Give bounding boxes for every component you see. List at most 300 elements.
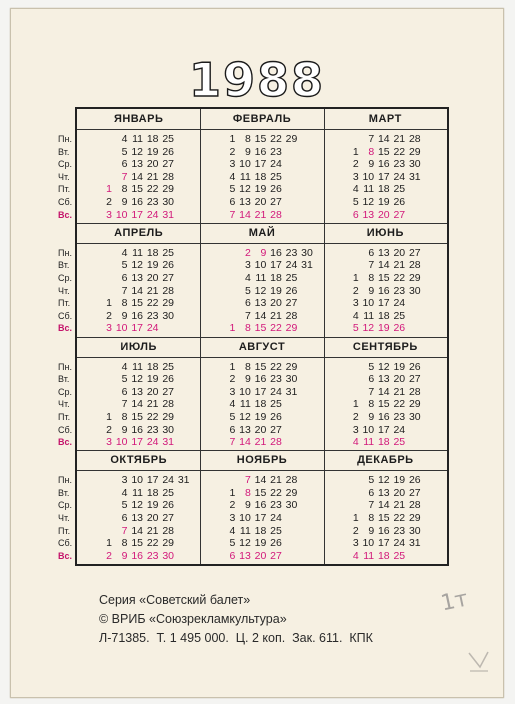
date-cell: 27 — [408, 246, 421, 259]
date-cell-holiday: 7 — [244, 474, 251, 487]
date-cell: 28 — [285, 474, 298, 487]
date-cell: 5 — [121, 373, 128, 386]
date-cell: 1 — [352, 145, 359, 158]
date-cell: 24 — [285, 259, 298, 272]
weekday-row — [200, 411, 323, 424]
date-cell: 4 — [352, 183, 359, 196]
date-cell: 17 — [377, 170, 390, 183]
date-cell: 9 — [121, 309, 128, 322]
date-cell: 25 — [162, 360, 174, 373]
year-title: 1988 — [188, 53, 326, 107]
date-cell: 22 — [270, 486, 282, 499]
date-cell: 13 — [377, 486, 390, 499]
date-cell: 9 — [244, 145, 251, 158]
date-cell: 6 — [121, 385, 128, 398]
date-cell-holiday: 7 — [229, 208, 236, 221]
date-cell: 9 — [368, 524, 375, 537]
weekday-row — [58, 145, 200, 159]
date-cell: 12 — [131, 373, 143, 386]
date-cell-holiday: 25 — [393, 549, 406, 562]
weekday-label: Пт. — [58, 184, 71, 195]
weekday-row — [58, 385, 200, 399]
date-cell-holiday: 17 — [131, 322, 143, 335]
date-cell-holiday: 5 — [352, 322, 359, 335]
date-cell: 23 — [393, 410, 406, 423]
date-cell: 23 — [146, 309, 159, 322]
date-cell-holiday: 7 — [121, 170, 128, 183]
date-cell: 13 — [377, 246, 390, 259]
date-cell: 1 — [106, 410, 112, 423]
date-cell: 25 — [285, 271, 298, 284]
date-cell: 12 — [377, 360, 390, 373]
date-cell: 19 — [146, 499, 159, 512]
date-cell: 11 — [239, 398, 251, 411]
date-cell: 12 — [239, 537, 251, 550]
date-cell: 1 — [352, 398, 359, 411]
date-cell: 29 — [162, 183, 174, 196]
date-cell: 29 — [408, 145, 421, 158]
date-cell-holiday: 24 — [146, 208, 159, 221]
date-cell-holiday: 24 — [146, 322, 159, 335]
weekday-row — [200, 146, 323, 159]
date-cell: 10 — [254, 259, 267, 272]
calendar-card — [10, 8, 504, 698]
date-cell: 14 — [377, 259, 390, 272]
date-cell: 21 — [270, 309, 282, 322]
date-cell: 26 — [162, 373, 174, 386]
date-cell: 10 — [239, 158, 251, 171]
date-cell: 13 — [131, 158, 143, 171]
weekday-row — [58, 436, 200, 449]
date-cell: 26 — [270, 410, 282, 423]
weekday-row — [58, 309, 200, 323]
weekday-label: Пт. — [58, 298, 71, 309]
date-cell: 25 — [162, 133, 174, 145]
date-cell: 26 — [285, 284, 298, 297]
date-cell: 20 — [254, 196, 267, 208]
date-cell: 15 — [131, 537, 143, 550]
date-cell: 28 — [408, 499, 421, 512]
date-cell: 21 — [146, 524, 159, 537]
weekday-row — [200, 398, 323, 411]
date-cell: 6 — [121, 158, 128, 171]
weekday-row — [200, 247, 323, 260]
weekday-row — [58, 486, 200, 500]
date-cell: 1 — [229, 360, 236, 373]
month-block — [58, 223, 200, 337]
date-cell: 15 — [131, 183, 143, 196]
date-cell: 26 — [162, 499, 174, 512]
date-cell: 6 — [368, 373, 375, 386]
date-cell: 18 — [146, 246, 159, 259]
weekday-row — [324, 512, 447, 525]
weekday-label: Сб. — [58, 424, 73, 435]
date-cell: 20 — [146, 512, 159, 525]
date-cell: 17 — [270, 259, 282, 272]
date-cell: 27 — [408, 373, 421, 386]
weekday-row — [200, 373, 323, 386]
date-cell: 24 — [393, 297, 406, 310]
date-cell: 21 — [393, 133, 406, 145]
weekday-row — [200, 424, 323, 437]
date-cell-holiday: 9 — [260, 246, 267, 259]
weekday-label: Ср. — [58, 272, 73, 283]
date-cell: 11 — [132, 246, 143, 259]
weekday-row — [58, 133, 200, 146]
weekday-label: Ср. — [58, 159, 73, 170]
weekday-row — [324, 373, 447, 386]
date-cell: 16 — [131, 423, 143, 436]
date-cell: 15 — [254, 360, 267, 373]
weekday-row — [58, 246, 200, 260]
month-block — [58, 109, 200, 223]
date-cell: 29 — [162, 297, 174, 310]
date-cell: 21 — [270, 474, 282, 487]
date-cell: 15 — [377, 271, 390, 284]
date-cell: 28 — [162, 524, 174, 537]
weekday-row — [324, 133, 447, 146]
date-cell: 13 — [131, 271, 143, 284]
date-cell: 14 — [254, 474, 267, 487]
date-cell: 20 — [393, 246, 406, 259]
weekday-row — [324, 499, 447, 512]
date-cell: 29 — [162, 410, 174, 423]
date-cell: 30 — [162, 309, 174, 322]
weekday-label: Сб. — [58, 538, 73, 549]
weekday-label: Вс. — [58, 209, 73, 220]
date-cell: 4 — [229, 398, 236, 411]
weekday-row — [200, 550, 323, 563]
weekday-label: Пт. — [58, 411, 71, 422]
date-cell: 16 — [377, 410, 390, 423]
date-cell: 29 — [408, 271, 421, 284]
date-cell: 25 — [270, 524, 282, 537]
date-cell: 24 — [162, 474, 174, 487]
weekday-row — [200, 171, 323, 184]
date-cell-holiday: 3 — [106, 322, 112, 335]
date-cell: 5 — [229, 410, 236, 423]
weekday-row — [324, 411, 447, 424]
weekday-label: Пн. — [58, 247, 72, 258]
date-cell: 13 — [131, 512, 143, 525]
date-cell: 27 — [162, 271, 174, 284]
date-cell-holiday: 15 — [254, 322, 267, 335]
date-cell: 22 — [393, 145, 406, 158]
date-cell: 21 — [393, 259, 406, 272]
date-cell: 10 — [239, 385, 251, 398]
weekday-row — [200, 183, 323, 196]
date-cell: 9 — [368, 284, 375, 297]
date-cell: 1 — [106, 297, 112, 310]
date-cell: 20 — [393, 486, 406, 499]
date-cell: 11 — [363, 183, 375, 196]
weekday-row — [200, 310, 323, 323]
date-cell-holiday: 22 — [270, 322, 282, 335]
date-cell: 25 — [393, 309, 406, 322]
date-cell: 5 — [244, 284, 251, 297]
date-cell: 8 — [121, 297, 128, 310]
weekday-row — [200, 285, 323, 298]
date-cell: 17 — [254, 158, 267, 171]
date-cell: 11 — [132, 486, 143, 499]
month-name: ЯНВАРЬ — [113, 113, 164, 125]
month-block — [324, 109, 447, 223]
date-cell: 18 — [254, 398, 267, 411]
weekday-row — [58, 322, 200, 335]
date-cell: 1 — [229, 486, 236, 499]
date-cell-holiday: 31 — [162, 436, 174, 449]
date-cell: 19 — [146, 259, 159, 272]
date-cell-holiday: 21 — [254, 208, 267, 221]
date-cell: 8 — [121, 537, 128, 550]
date-cell: 1 — [352, 271, 359, 284]
date-cell: 15 — [377, 398, 390, 411]
date-cell: 5 — [229, 537, 236, 550]
weekday-row — [324, 259, 447, 272]
month-block — [200, 109, 323, 223]
date-cell: 19 — [254, 183, 267, 196]
date-cell: 22 — [146, 410, 159, 423]
date-cell: 7 — [368, 385, 375, 398]
date-cell: 27 — [162, 385, 174, 398]
weekday-row — [58, 170, 200, 184]
date-cell: 17 — [254, 512, 267, 525]
weekday-label: Пн. — [58, 134, 72, 144]
date-cell-holiday: 30 — [162, 549, 174, 562]
date-cell: 11 — [132, 133, 143, 145]
month-block — [200, 337, 323, 451]
weekday-row — [324, 487, 447, 500]
date-cell: 12 — [377, 474, 390, 487]
date-cell-holiday: 18 — [377, 549, 390, 562]
date-cell: 2 — [106, 196, 112, 208]
date-cell: 31 — [285, 385, 298, 398]
weekday-row — [324, 310, 447, 323]
month-name: МАЙ — [248, 226, 276, 239]
date-cell: 23 — [393, 524, 406, 537]
month-block — [58, 337, 200, 451]
date-cell: 12 — [254, 284, 267, 297]
date-cell: 27 — [270, 196, 282, 208]
date-cell: 28 — [162, 398, 174, 411]
date-cell: 15 — [131, 410, 143, 423]
weekday-row — [324, 550, 447, 563]
date-cell: 14 — [131, 398, 143, 411]
month-header-rule — [200, 129, 323, 130]
date-cell: 11 — [239, 170, 251, 183]
date-cell: 19 — [254, 410, 267, 423]
month-block — [324, 337, 447, 451]
date-cell: 9 — [368, 158, 375, 171]
date-cell: 18 — [146, 486, 159, 499]
date-cell: 22 — [393, 512, 406, 525]
date-cell: 30 — [285, 373, 298, 386]
date-cell-holiday: 8 — [244, 486, 251, 499]
date-cell: 30 — [408, 524, 421, 537]
date-cell-holiday: 28 — [270, 208, 282, 221]
date-cell: 3 — [229, 512, 236, 525]
date-cell: 13 — [377, 373, 390, 386]
month-header-rule — [77, 357, 200, 358]
date-cell: 29 — [285, 360, 298, 373]
month-header-rule — [200, 243, 323, 244]
date-cell-holiday: 11 — [363, 549, 375, 562]
date-cell-holiday: 4 — [352, 549, 359, 562]
date-cell: 21 — [393, 499, 406, 512]
month-header-rule — [324, 243, 447, 244]
date-cell: 7 — [121, 398, 128, 411]
date-cell: 30 — [408, 284, 421, 297]
date-cell: 18 — [377, 183, 390, 196]
date-cell-holiday: 29 — [285, 322, 298, 335]
month-name: ИЮЛЬ — [120, 340, 157, 353]
date-cell: 25 — [270, 170, 282, 183]
weekday-row — [324, 386, 447, 399]
date-cell: 13 — [239, 423, 251, 436]
date-cell-holiday: 9 — [121, 549, 128, 562]
date-cell-holiday: 17 — [131, 436, 143, 449]
date-cell: 13 — [131, 385, 143, 398]
date-cell-holiday: 26 — [393, 322, 406, 335]
weekday-row — [324, 474, 447, 487]
date-cell: 20 — [146, 385, 159, 398]
date-cell: 6 — [229, 196, 236, 208]
date-cell: 2 — [106, 309, 112, 322]
month-name: СЕНТЯБРЬ — [352, 340, 418, 353]
weekday-label: Чт. — [58, 285, 70, 296]
date-cell-holiday: 20 — [377, 208, 390, 221]
weekday-row — [324, 424, 447, 437]
weekday-row — [324, 209, 447, 222]
weekday-label: Вс. — [58, 437, 73, 448]
date-cell: 30 — [301, 246, 313, 259]
date-cell: 4 — [229, 170, 236, 183]
date-cell: 5 — [368, 474, 375, 487]
weekday-label: Вт. — [58, 374, 70, 385]
month-block — [324, 223, 447, 337]
weekday-row — [324, 171, 447, 184]
date-cell: 30 — [285, 499, 298, 512]
month-name: МАРТ — [368, 113, 402, 125]
date-cell-holiday: 10 — [115, 322, 128, 335]
date-cell: 9 — [121, 196, 128, 208]
date-cell: 5 — [121, 499, 128, 512]
date-cell-holiday: 8 — [368, 145, 375, 158]
date-cell-holiday: 13 — [362, 208, 375, 221]
date-cell: 22 — [393, 398, 406, 411]
weekday-label: Сб. — [58, 197, 73, 207]
date-cell: 8 — [244, 133, 251, 145]
date-cell: 1 — [106, 537, 112, 550]
weekday-row — [324, 247, 447, 260]
calendar-grid — [58, 107, 449, 566]
weekday-label: Чт. — [58, 399, 70, 410]
date-cell: 5 — [121, 145, 128, 158]
date-cell: 10 — [362, 297, 375, 310]
weekday-row — [324, 272, 447, 285]
date-cell: 9 — [244, 373, 251, 386]
date-cell-holiday: 18 — [377, 436, 390, 449]
date-cell: 4 — [352, 309, 359, 322]
date-cell-holiday: 1 — [229, 322, 236, 335]
date-cell: 3 — [121, 474, 128, 487]
date-cell: 26 — [270, 183, 282, 196]
date-cell-holiday: 24 — [146, 436, 159, 449]
date-cell: 26 — [408, 360, 421, 373]
date-cell: 15 — [377, 512, 390, 525]
date-cell-holiday: 19 — [377, 322, 390, 335]
weekday-row — [324, 398, 447, 411]
imprint-series: Серия «Советский балет» — [99, 593, 251, 607]
date-cell: 6 — [121, 271, 128, 284]
date-cell: 18 — [377, 309, 390, 322]
date-cell: 23 — [146, 196, 159, 208]
weekday-row — [200, 499, 323, 512]
weekday-label: Пт. — [58, 525, 71, 536]
weekday-row — [324, 297, 447, 310]
date-cell: 22 — [146, 297, 159, 310]
weekday-row — [324, 537, 447, 550]
date-cell: 5 — [229, 183, 236, 196]
date-cell: 29 — [408, 512, 421, 525]
date-cell: 18 — [270, 271, 282, 284]
date-cell: 28 — [408, 385, 421, 398]
date-cell-holiday: 27 — [270, 549, 282, 562]
weekday-row — [200, 297, 323, 310]
month-block — [324, 450, 447, 564]
date-cell: 27 — [285, 297, 298, 310]
date-cell: 22 — [270, 133, 282, 145]
date-cell: 16 — [377, 284, 390, 297]
date-cell: 25 — [162, 246, 174, 259]
weekday-row — [324, 525, 447, 538]
date-cell: 28 — [285, 309, 298, 322]
date-cell: 6 — [368, 486, 375, 499]
date-cell-holiday: 14 — [239, 208, 251, 221]
date-cell-holiday: 16 — [131, 549, 143, 562]
date-cell: 16 — [270, 246, 282, 259]
date-cell: 21 — [393, 385, 406, 398]
date-cell: 2 — [106, 423, 112, 436]
date-cell: 7 — [244, 309, 251, 322]
weekday-row — [200, 436, 323, 449]
weekday-row — [58, 423, 200, 437]
date-cell: 29 — [162, 537, 174, 550]
date-cell: 15 — [377, 145, 390, 158]
date-cell: 8 — [368, 512, 375, 525]
date-cell: 3 — [244, 259, 251, 272]
date-cell: 24 — [270, 158, 282, 171]
date-cell: 2 — [352, 410, 359, 423]
date-cell-holiday: 17 — [131, 208, 143, 221]
date-cell: 19 — [254, 537, 267, 550]
date-cell: 7 — [368, 133, 375, 145]
date-cell-holiday: 25 — [393, 436, 406, 449]
date-cell: 19 — [377, 196, 390, 208]
date-cell-holiday: 2 — [106, 549, 112, 562]
month-name: НОЯБРЬ — [236, 454, 288, 467]
date-cell: 3 — [352, 170, 359, 183]
date-cell: 12 — [362, 196, 375, 208]
weekday-row — [324, 196, 447, 209]
date-cell: 16 — [254, 499, 267, 512]
date-cell: 5 — [368, 360, 375, 373]
date-cell: 10 — [239, 512, 251, 525]
weekday-row — [200, 474, 323, 487]
date-cell: 28 — [162, 284, 174, 297]
weekday-row — [200, 361, 323, 374]
weekday-row — [58, 524, 200, 538]
